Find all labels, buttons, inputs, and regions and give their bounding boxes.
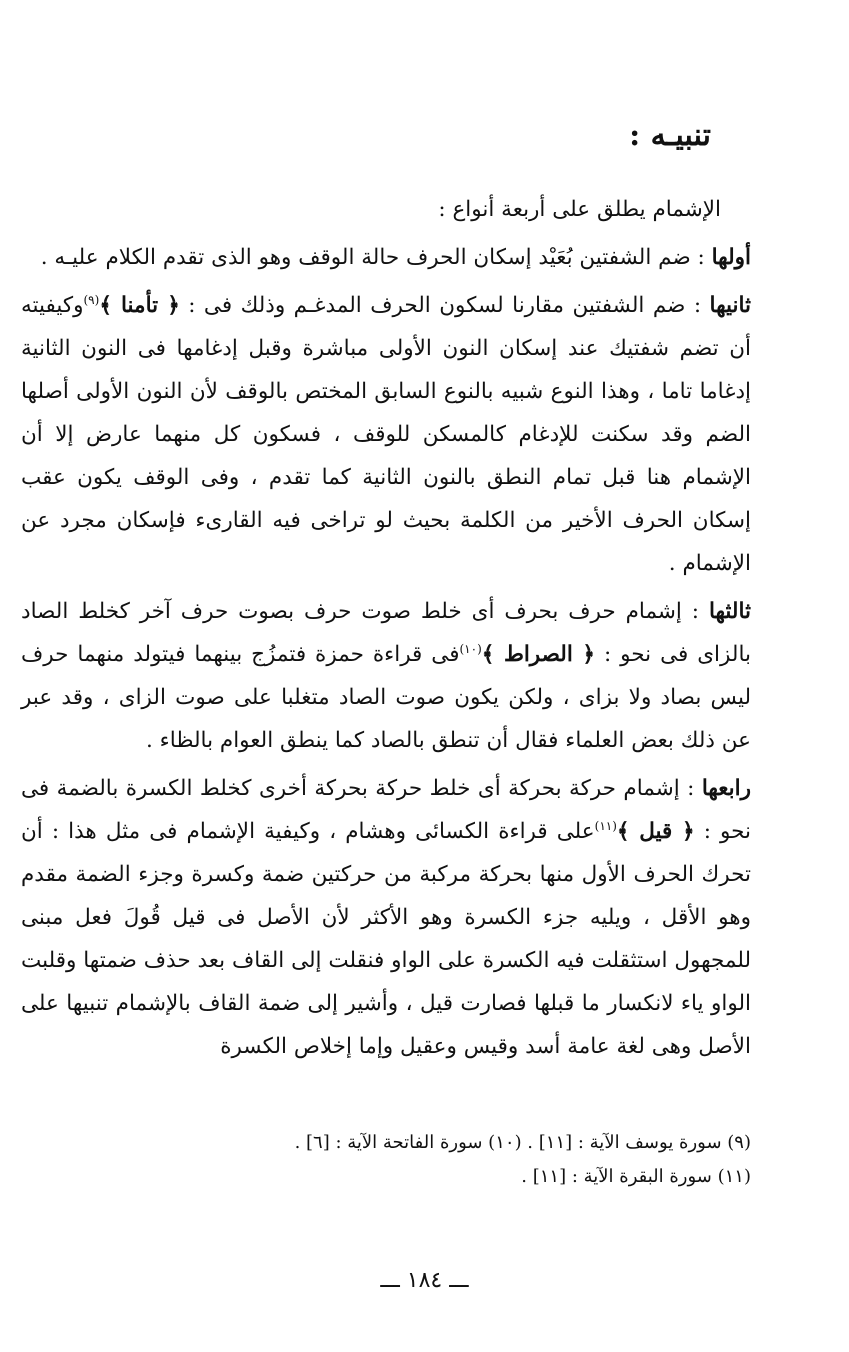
page-number: ـــ ١٨٤ ـــ [380,1268,469,1293]
paragraph-text: : إشمام حرف بحرف أى خلط صوت حرف بصوت حرف آخر كخلط الصاد بالزاى فى نحو : [21,599,751,667]
paragraph-text: : إشمام حركة بحركة أى خلط حركة بحركة أخرى كخلط الكسرة بالضمة فى نحو : [21,776,752,844]
paragraph-first [21,236,751,279]
paragraph-lead: رابعها [701,776,751,801]
quran-word: ﴿ قيل ﴾ [616,819,695,844]
body-text [21,188,751,1073]
footnote-line: (٩) سورة يوسف الآية : [١١] . (١٠) سورة الفاتحة الآية : [٦] . [294,1132,751,1153]
paragraph-third [21,590,751,762]
paragraph-lead: ثالثها [708,599,751,624]
intro-paragraph: الإشمام يطلق على أربعة أنواع : [438,197,721,222]
footnotes [21,1126,751,1194]
footnote-ref: (١٠) [459,641,482,656]
section-heading: تنبيـه : [629,118,711,153]
paragraph-second [21,284,751,585]
paragraph-lead: أولها [711,245,751,270]
footnote-ref: (٩) [83,292,100,307]
quran-word: ﴿ الصراط ﴾ [481,642,596,667]
paragraph-text: فى قراءة حمزة فتمزُج بينهما فيتولد منهما حرف ليس بصاد ولا بزاى ، ولكن يكون صوت الصاد متغلبا على صوت الزاى ، وقد عبر عن ذلك بعض العلماء فقال أن تنطق بالصاد كما ينطق العوام بالظاء . [21,642,751,753]
quran-word: ﴿ تأمنا ﴾ [99,293,180,318]
paragraph-lead: ثانيها [709,293,751,318]
paragraph-text: وكيفيته أن تضم شفتيك عند إسكان النون الأولى مباشرة وقبل إدغامها فى النون الثانية إدغاما تاما ، وهذا النوع شبيه بالنوع السابق المختص بالوقف لأن النون الأولى أصلها الضم وقد سكنت للإدغام كالمسكن للوقف ، فسكون كل منهما عارض إلا أن الإشمام هنا قبل تمام النطق بالنون الثانية كما تقدم ، وفى الوقف يكون عقب إسكان الحرف الأخير من الكلمة بحيث لو تراخى فيه القارىء فإسكان مجرد عن الإشمام . [21,293,751,576]
paragraph-text: على قراءة الكسائى وهشام ، وكيفية الإشمام فى مثل هذا : أن تحرك الحرف الأول منها بحركة مركبة من حركتين ضمة وكسرة وجزء الضمة مقدم وهو الأقل ، ويليه جزء الكسرة وهو الأكثر لأن الأصل فى قيل قُولَ فعل مبنى للمجهول استثقلت فيه الكسرة على الواو فنقلت إلى القاف بعد حذف ضمتها وقلبت الواو ياء لانكسار ما قبلها فصارت قيل ، وأشير إلى ضمة القاف بالإشمام تنبيها على الأصل وهى لغة عامة أسد وقيس وعقيل وإما إخلاص الكسرة [21,819,751,1059]
paragraph-text: : ضم الشفتين بُعَيْد إسكان الحرف حالة الوقف وهو الذى تقدم الكلام عليـه . [40,245,712,270]
paragraph-fourth [21,767,751,1068]
footnote-ref: (١١) [594,818,617,833]
footnote-line: (١١) سورة البقرة الآية : [١١] . [521,1166,751,1187]
paragraph-text: : ضم الشفتين مقارنا لسكون الحرف المدغـم وذلك فى : [179,293,710,318]
